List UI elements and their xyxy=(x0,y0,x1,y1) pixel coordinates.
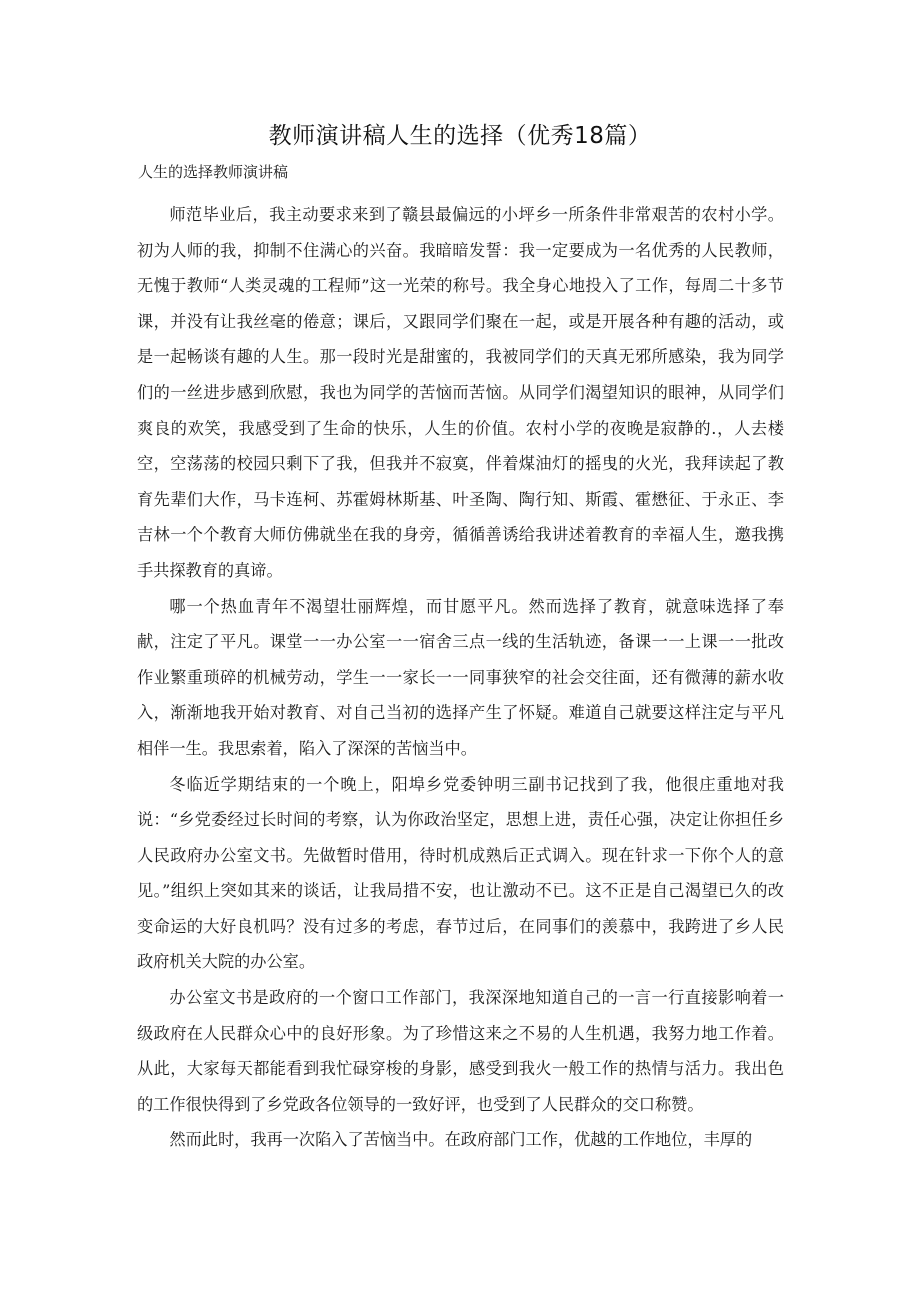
paragraph: 哪一个热血青年不渴望壮丽辉煌，而甘愿平凡。然而选择了教育，就意味选择了奉献，注定了平凡。课堂一一办公室一一宿舍三点一线的生活轨迹，备课一一上课一一批改作业繁重琐碎的机械劳动，学生一一家长一一同事狭窄的社会交往面，还有微薄的薪水收入，渐渐地我开始对教育、对自己当初的选择产生了怀疑。难道自己就要这样注定与平凡相伴一生。我思索着，陷入了深深的苦恼当中。 xyxy=(137,596,784,758)
paragraph: 冬临近学期结束的一个晚上，阳埠乡党委钟明三副书记找到了我，他很庄重地对我说：“乡党委经过长时间的考察，认为你政治坚定，思想上进，责任心强，决定让你担任乡人民政府办公室文书。先做暂时借用，待时机成熟后正式调入。现在针求一下你个人的意见。”组织上突如其来的谈话，让我局措不安，也让激动不已。这不正是自己渴望已久的改变命运的大好良机吗？没有过多的考虑，春节过后，在同事们的羡慕中，我跨进了乡人民政府机关大院的办公室。 xyxy=(137,774,784,972)
document-title: 教师演讲稿人生的选择（优秀18篇） xyxy=(268,123,652,149)
document-body xyxy=(137,197,784,1158)
paragraph: 办公室文书是政府的一个窗口工作部门，我深深地知道自己的一言一行直接影响着一级政府在人民群众心中的良好形象。为了珍惜这来之不易的人生机遇，我努力地工作着。从此，大家每天都能看到我忙碌穿梭的身影，感受到我火一般工作的热情与活力。我出色的工作很快得到了乡党政各位领导的一致好评，也受到了人民群众的交口称赞。 xyxy=(137,988,784,1114)
paragraph: 然而此时，我再一次陷入了苦恼当中。在政府部门工作，优越的工作地位，丰厚的 xyxy=(169,1130,753,1150)
paragraph: 师范毕业后，我主动要求来到了赣县最偏远的小坪乡一所条件非常艰苦的农村小学。初为人师的我，抑制不住满心的兴奋。我暗暗发誓：我一定要成为一名优秀的人民教师，无愧于教师“人类灵魂的工程师”这一光荣的称号。我全身心地投入了工作，每周二十多节课，并没有让我丝毫的倦意；课后，又跟同学们聚在一起，或是开展各种有趣的活动，或是一起畅谈有趣的人生。那一段时光是甜蜜的，我被同学们的天真无邪所感染，我为同学们的一丝进步感到欣慰，我也为同学的苦恼而苦恼。从同学们渴望知识的眼神，从同学们爽良的欢笑，我感受到了生命的快乐，人生的价值。农村小学的夜晚是寂静的.，人去楼空，空荡荡的校园只剩下了我，但我并不寂寞，伴着煤油灯的摇曳的火光，我拜读起了教育先辈们大作，马卡连柯、苏霍姆林斯基、叶圣陶、陶行知、斯霞、霍懋征、于永正、李吉林一个个教育大师仿佛就坐在我的身旁，循循善诱给我讲述着教育的幸福人生，邀我携手共探教育的真谛。 xyxy=(137,205,784,580)
document-subtitle: 人生的选择教师演讲稿 xyxy=(138,163,289,181)
